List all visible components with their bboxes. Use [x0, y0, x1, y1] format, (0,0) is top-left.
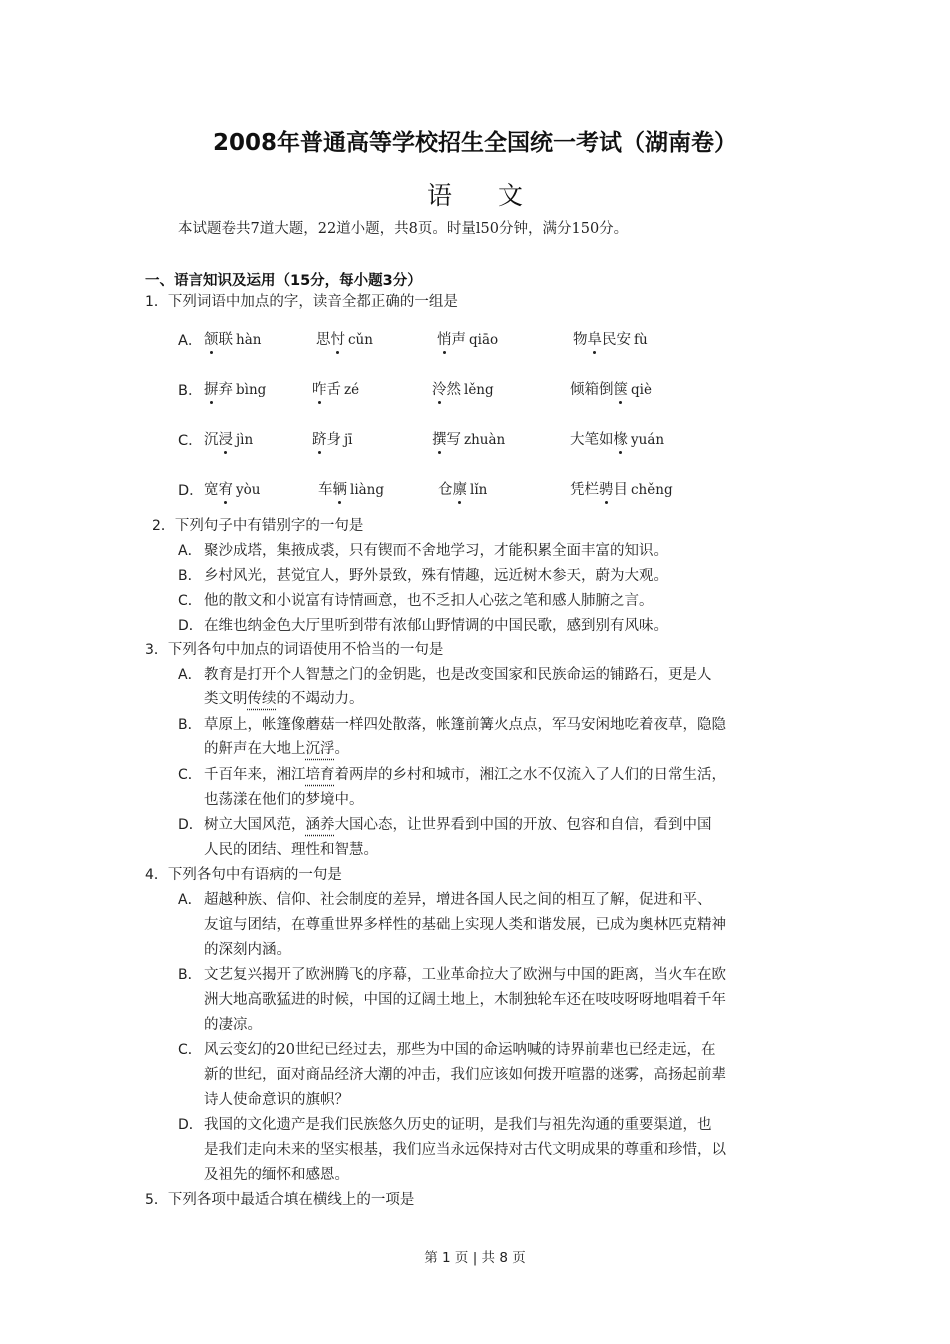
option-item: 撰写 zhuàn — [432, 428, 505, 449]
question-stem: 下列各项中最适合填在横线上的一项是 — [167, 1192, 415, 1208]
option-item: 思忖 cǔn — [316, 328, 373, 349]
page-footer: 第 1 页 | 共 8 页 — [424, 1250, 526, 1266]
option-item: 颔联 hàn — [204, 328, 261, 349]
q4-option-d-line2: 是我们走向未来的坚实根基，我们应当永远保持对古代文明成果的尊重和珍惜，以 — [204, 1142, 726, 1158]
emphasized-word: 沉浮 — [305, 741, 335, 757]
option-item: 倾箱倒箧 qiè — [570, 378, 652, 399]
q3-option-c-cont: 也荡漾在他们的梦境中。 — [204, 792, 364, 808]
question-number: 5． — [145, 1192, 168, 1208]
option-label: B． — [178, 383, 203, 399]
q4-option-d: D．我国的文化遗产是我们民族悠久历史的证明，是我们与祖先沟通的重要渠道，也 — [178, 1117, 712, 1133]
option-item: 物阜民安 fù — [573, 328, 648, 349]
question-stem: 下列各句中有语病的一句是 — [167, 867, 342, 883]
question-number: 3． — [145, 642, 168, 658]
subject-char-2: 文 — [498, 181, 524, 210]
option-label: D． — [178, 483, 204, 499]
question-1 — [145, 292, 458, 312]
emphasized-word: 培育 — [305, 767, 335, 783]
option-item: 咋舌 zé — [312, 378, 359, 399]
option-item: 车辆 liàng — [318, 478, 384, 499]
question-2 — [152, 516, 363, 536]
q4-option-d-line3: 及祖先的缅怀和感恩。 — [204, 1167, 349, 1183]
subject-title — [0, 176, 950, 212]
option-item: 泠然 lěng — [432, 378, 494, 399]
section-heading: 一、语言知识及运用（15分，每小题3分） — [145, 273, 422, 289]
option-label: C． — [178, 433, 203, 449]
q2-option-d: D．在维也纳金色大厅里听到带有浓郁山野情调的中国民歌，感到别有风味。 — [178, 618, 668, 634]
q3-option-a-cont: 类文明传续的不竭动力。 — [204, 691, 364, 707]
subject-char-1: 语 — [426, 181, 452, 210]
q4-option-a-line3: 的深刻内涵。 — [204, 942, 291, 958]
q3-option-c: C． 千百年来，湘江培育着两岸的乡村和城市，湘江之水不仅流入了人们的日常生活， — [178, 767, 726, 783]
option-label: A． — [178, 333, 203, 349]
question-stem: 下列各句中加点的词语使用不恰当的一句是 — [167, 642, 444, 658]
q2-option-c: C． 他的散文和小说富有诗情画意，也不乏扣人心弦之笔和感人肺腑之言。 — [178, 593, 654, 609]
q4-option-b: B． 文艺复兴揭开了欧洲腾飞的序幕，工业革命拉大了欧洲与中国的距离，当火车在欧 — [178, 967, 726, 983]
q4-option-a-line2: 友谊与团结，在尊重世界多样性的基础上实现人类和谐发展，已成为奥林匹克精神 — [204, 917, 726, 933]
question-stem: 下列词语中加点的字，读音全都正确的一组是 — [167, 294, 458, 310]
q3-option-d: D．树立大国风范，涵养大国心态，让世界看到中国的开放、包容和自信，看到中国 — [178, 817, 712, 833]
question-number: 2． — [152, 518, 175, 534]
question-number: 1． — [145, 294, 168, 310]
q2-option-a: A． 聚沙成塔，集掖成裘，只有锲而不舍地学习，才能积累全面丰富的知识。 — [178, 543, 668, 559]
option-item: 凭栏骋目 chěng — [570, 478, 673, 499]
option-item: 悄声 qiāo — [437, 328, 498, 349]
q4-option-b-line3: 的凄凉。 — [204, 1017, 262, 1033]
emphasized-word: 涵养 — [305, 817, 335, 833]
exam-title: 2008年普通高等学校招生全国统一考试（湖南卷） — [212, 130, 737, 156]
option-item: 沉浸 jìn — [204, 428, 253, 449]
emphasized-word: 传续 — [247, 691, 277, 707]
q3-option-d-cont: 人民的团结、理性和智慧。 — [204, 842, 378, 858]
option-item: 宽宥 yòu — [204, 478, 260, 499]
question-stem: 下列句子中有错别字的一句是 — [174, 518, 364, 534]
question-4 — [145, 865, 342, 885]
question-5 — [145, 1190, 414, 1210]
q4-option-b-line2: 洲大地高歌猛进的时候，中国的辽阔土地上，木制独轮车还在吱吱呀呀地唱着千年 — [204, 992, 726, 1008]
q4-option-c-line2: 新的世纪，面对商品经济大潮的冲击，我们应该如何拨开喧嚣的迷雾，高扬起前辈 — [204, 1067, 726, 1083]
q3-option-b-cont: 的鼾声在大地上沉浮。 — [204, 741, 349, 757]
option-item: 跻身 jī — [312, 428, 353, 449]
q4-option-a: A． 超越种族、信仰、社会制度的差异，增进各国人民之间的相互了解，促进和平、 — [178, 892, 712, 908]
q3-option-a: A． 教育是打开个人智慧之门的金钥匙，也是改变国家和民族命运的铺路石，更是人 — [178, 667, 712, 683]
q4-option-c-line3: 诗人使命意识的旗帜？ — [204, 1092, 349, 1108]
option-item: 仓廪 lǐn — [438, 478, 487, 499]
q2-option-b: B． 乡村风光，甚觉宜人，野外景致，殊有情趣，远近树木参天，蔚为大观。 — [178, 568, 668, 584]
exam-intro: 本试题卷共7道大题，22道小题，共8页。时量l50分钟，满分150分。 — [178, 221, 629, 237]
option-item: 大笔如椽 yuán — [570, 428, 664, 449]
question-3 — [145, 640, 443, 660]
q4-option-c: C． 风云变幻的20世纪已经过去，那些为中国的命运呐喊的诗界前辈也已经走远，在 — [178, 1042, 716, 1058]
question-number: 4． — [145, 867, 168, 883]
option-item: 摒弃 bìng — [204, 378, 266, 399]
q3-option-b: B． 草原上，帐篷像蘑菇一样四处散落，帐篷前篝火点点，军马安闲地吃着夜草，隐隐 — [178, 717, 726, 733]
